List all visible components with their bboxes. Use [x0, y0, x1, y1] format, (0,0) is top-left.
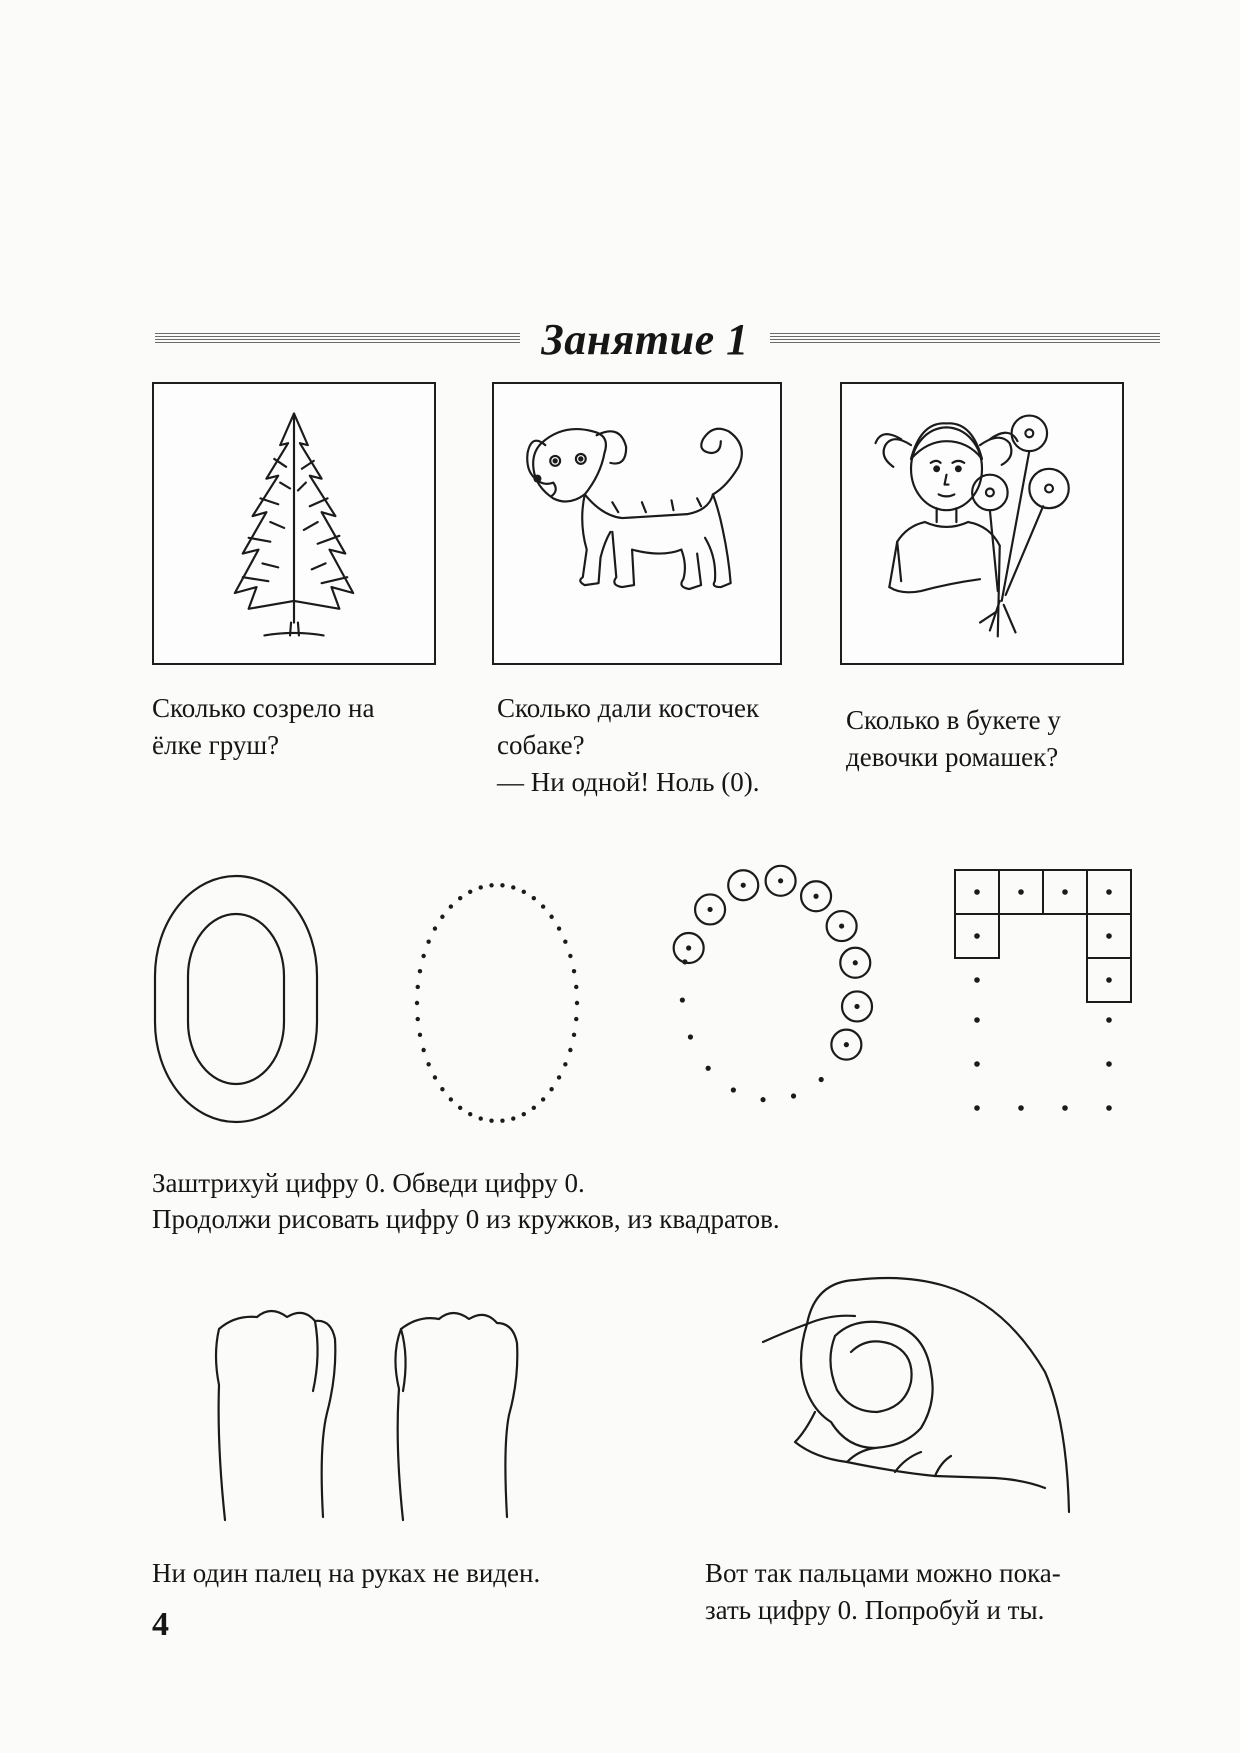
guide-dot — [688, 1034, 693, 1039]
guide-dot — [574, 1017, 578, 1021]
bead-center — [853, 960, 858, 965]
guide-dot — [1106, 1061, 1112, 1067]
fir-tree-illustration — [154, 384, 434, 663]
guide-dot — [418, 1033, 422, 1037]
caption-girl — [846, 702, 1130, 776]
guide-dot — [1106, 1017, 1112, 1023]
guide-dot — [440, 1087, 444, 1091]
guide-dot — [549, 1087, 553, 1091]
picture-frame-tree — [152, 382, 436, 665]
guide-dot — [416, 985, 420, 989]
guide-dot — [433, 926, 437, 930]
guide-dot — [511, 885, 515, 889]
page-number: 4 — [152, 1606, 169, 1643]
squares-zero — [950, 865, 1140, 1145]
guide-dot — [421, 954, 425, 958]
grid-square-dot — [1106, 977, 1112, 983]
guide-dot — [572, 969, 576, 973]
grid-square-dot — [974, 933, 980, 939]
two-fists-illustration — [205, 1295, 555, 1525]
guide-dot — [563, 1062, 567, 1066]
guide-dot — [418, 969, 422, 973]
guide-dot — [522, 890, 526, 894]
guide-dot — [974, 977, 980, 983]
grid-square-dot — [1018, 889, 1024, 895]
bead-center — [813, 894, 818, 899]
caption-gesture-line: Вот так пальцами можно пока- — [705, 1558, 1061, 1588]
guide-dot — [731, 1087, 736, 1092]
guide-dot — [574, 985, 578, 989]
grid-square-dot — [974, 889, 980, 895]
grid-square-dot — [1106, 889, 1112, 895]
title-rule-left — [155, 333, 520, 345]
guide-dot — [1018, 1105, 1024, 1111]
guide-dot — [575, 1001, 579, 1005]
guide-dot — [819, 1077, 824, 1082]
guide-dot — [449, 1097, 453, 1101]
lesson-title: Занятие 1 — [541, 315, 749, 364]
caption-girl-line: Сколько в букете у — [846, 705, 1061, 735]
caption-girl-line: девочки ромашек? — [846, 742, 1059, 772]
guide-dot — [549, 915, 553, 919]
guide-dot — [416, 1017, 420, 1021]
caption-zero-gesture — [705, 1555, 1130, 1629]
instruction-line-1: Заштрихуй цифру 0. Обведи цифру 0. — [152, 1168, 585, 1198]
guide-dot — [421, 1048, 425, 1052]
guide-dot — [682, 959, 687, 964]
guide-dot — [458, 1106, 462, 1110]
guide-dot — [1062, 1105, 1068, 1111]
bead-center — [839, 923, 844, 928]
guide-dot — [500, 1119, 504, 1123]
guide-dot — [706, 1066, 711, 1071]
guide-dot — [433, 1075, 437, 1079]
bead-center — [778, 878, 783, 883]
guide-dot — [791, 1093, 796, 1098]
girl-with-flowers-illustration — [842, 384, 1122, 663]
caption-dog-line: Сколько дали косточек — [497, 693, 760, 723]
caption-tree — [152, 690, 440, 764]
dog-illustration — [494, 384, 780, 663]
guide-dot — [479, 1116, 483, 1120]
guide-dot — [489, 883, 493, 887]
guide-dot — [680, 997, 685, 1002]
guide-dot — [541, 1097, 545, 1101]
guide-dot — [468, 1112, 472, 1116]
picture-frame-dog — [492, 382, 782, 665]
caption-gesture-line: зать цифру 0. Попробуй и ты. — [705, 1595, 1045, 1625]
bead-center — [844, 1042, 849, 1047]
zero-gesture-illustration — [755, 1262, 1085, 1522]
grid-square-dot — [1062, 889, 1068, 895]
picture-frame-girl — [840, 382, 1124, 665]
guide-dot — [974, 1061, 980, 1067]
guide-dot — [563, 939, 567, 943]
guide-dot — [511, 1116, 515, 1120]
guide-dot — [568, 1048, 572, 1052]
bead-center — [854, 1004, 859, 1009]
guide-dot — [974, 1017, 980, 1023]
caption-fists — [152, 1555, 622, 1592]
guide-dot — [489, 1119, 493, 1123]
outlined-zero — [150, 870, 330, 1135]
caption-dog-line: — Ни одной! Ноль (0). — [497, 767, 760, 797]
guide-dot — [426, 1062, 430, 1066]
guide-dot — [426, 939, 430, 943]
guide-dot — [760, 1097, 765, 1102]
bead-center — [707, 907, 712, 912]
guide-dot — [568, 954, 572, 958]
guide-dot — [468, 890, 472, 894]
guide-dot — [440, 915, 444, 919]
caption-tree-line: Сколько созрело на — [152, 693, 375, 723]
caption-dog — [497, 690, 807, 801]
guide-dot — [415, 1001, 419, 1005]
guide-dot — [1106, 1105, 1112, 1111]
guide-dot — [458, 896, 462, 900]
bead-center — [686, 945, 691, 950]
dotted-zero — [405, 875, 595, 1135]
guide-dot — [974, 1105, 980, 1111]
circles-zero — [665, 860, 885, 1140]
guide-dot — [532, 896, 536, 900]
guide-dot — [557, 926, 561, 930]
guide-dot — [572, 1033, 576, 1037]
caption-dog-line: собаке? — [497, 730, 585, 760]
guide-dot — [500, 883, 504, 887]
instruction-line-2: Продолжи рисовать цифру 0 из кружков, из квадратов. — [152, 1204, 780, 1234]
guide-dot — [449, 904, 453, 908]
bead-center — [741, 883, 746, 888]
grid-square-dot — [1106, 933, 1112, 939]
guide-dot — [522, 1112, 526, 1116]
guide-dot — [557, 1075, 561, 1079]
guide-dot — [479, 885, 483, 889]
title-rule-right — [770, 333, 1160, 345]
guide-dot — [541, 904, 545, 908]
caption-fists-line: Ни один палец на руках не виден. — [152, 1558, 541, 1588]
guide-dot — [532, 1106, 536, 1110]
caption-tree-line: ёлке груш? — [152, 730, 280, 760]
